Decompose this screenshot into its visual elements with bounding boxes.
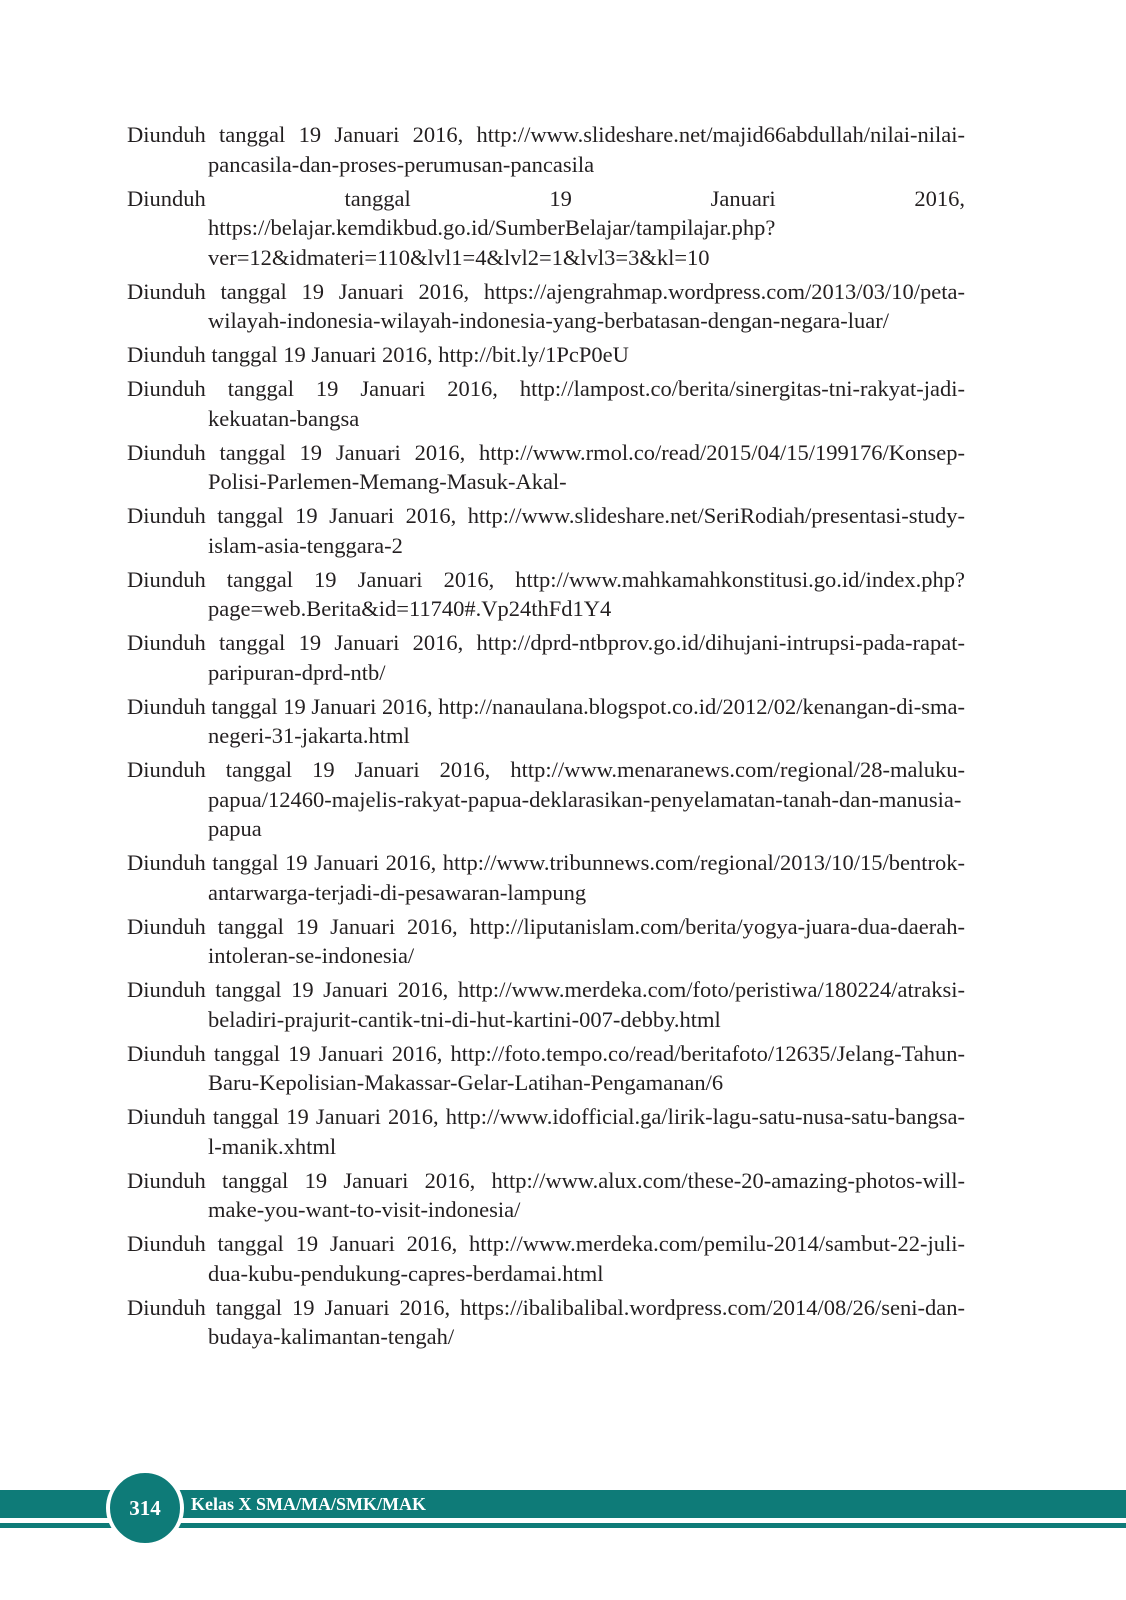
reference-item: Diunduh tanggal 19 Januari 2016, https://ajengrahmap.wordpress.com/2013/03/10/peta-wilayah-indonesia-wilayah-indonesia-yang-berbatasan-dengan-negara-luar/ [127, 278, 965, 333]
reference-item: Diunduh tanggal 19 Januari 2016, http://nanaulana.blogspot.co.id/2012/02/kenangan-di-sma-negeri-31-jakarta.html [127, 693, 965, 748]
book-title: Kelas X SMA/MA/SMK/MAK [191, 1494, 426, 1514]
reference-item: Diunduh tanggal 19 Januari 2016, http://www.slideshare.net/majid66abdullah/nilai-nilai-pancasila-dan-proses-perumusan-pancasila [127, 122, 965, 177]
reference-item: Diunduh tanggal 19 Januari 2016, https://belajar.kemdikbud.go.id/SumberBelajar/tampilajar.php?ver=12&idmateri=110&lvl1=4&lvl2=1&lvl3=3&kl=10 [127, 185, 965, 270]
reference-item: Diunduh tanggal 19 Januari 2016, http://lampost.co/berita/sinergitas-tni-rakyat-jadi-kekuatan-bangsa [127, 376, 965, 431]
reference-item: Diunduh tanggal 19 Januari 2016, http://www.rmol.co/read/2015/04/15/199176/Konsep-Polisi-Parlemen-Memang-Masuk-Akal- [127, 439, 965, 494]
reference-list [127, 120, 965, 1356]
reference-item: Diunduh tanggal 19 Januari 2016, http://liputanislam.com/berita/yogya-juara-dua-daerah-intoleran-se-indonesia/ [127, 913, 965, 968]
reference-item: Diunduh tanggal 19 Januari 2016, http://www.idofficial.ga/lirik-lagu-satu-nusa-satu-bangsa-l-manik.xhtml [127, 1104, 965, 1159]
page-number: 314 [129, 1495, 161, 1520]
reference-item: Diunduh tanggal 19 Januari 2016, https://ibalibalibal.wordpress.com/2014/08/26/seni-dan-budaya-kalimantan-tengah/ [127, 1294, 965, 1349]
reference-item: Diunduh tanggal 19 Januari 2016, http://www.merdeka.com/pemilu-2014/sambut-22-juli-dua-kubu-pendukung-capres-berdamai.html [127, 1231, 965, 1286]
reference-item: Diunduh tanggal 19 Januari 2016, http://www.menaranews.com/regional/28-maluku-papua/12460-majelis-rakyat-papua-deklarasikan-penyelamatan-tanah-dan-manusia-papua [127, 757, 965, 841]
reference-item: Diunduh tanggal 19 Januari 2016, http://www.tribunnews.com/regional/2013/10/15/bentrok-antarwarga-terjadi-di-pesawaran-lampung [127, 850, 965, 905]
page-number-badge [106, 1469, 184, 1547]
reference-item: Diunduh tanggal 19 Januari 2016, http://dprd-ntbprov.go.id/dihujani-intrupsi-pada-rapat-paripuran-dprd-ntb/ [127, 630, 965, 685]
reference-item: Diunduh tanggal 19 Januari 2016, http://foto.tempo.co/read/beritafoto/12635/Jelang-Tahun-Baru-Kepolisian-Makassar-Gelar-Latihan-Pengamanan/6 [127, 1040, 965, 1095]
reference-item: Diunduh tanggal 19 Januari 2016, http://www.slideshare.net/SeriRodiah/presentasi-study-islam-asia-tenggara-2 [127, 503, 965, 558]
reference-item: Diunduh tanggal 19 Januari 2016, http://www.alux.com/these-20-amazing-photos-will-make-you-want-to-visit-indonesia/ [127, 1167, 965, 1222]
reference-item: Diunduh tanggal 19 Januari 2016, http://www.merdeka.com/foto/peristiwa/180224/atraksi-beladiri-prajurit-cantik-tni-di-hut-kartini-007-debby.html [127, 977, 965, 1032]
reference-item: Diunduh tanggal 19 Januari 2016, http://bit.ly/1PcP0eU [127, 342, 629, 367]
reference-item: Diunduh tanggal 19 Januari 2016, http://www.mahkamahkonstitusi.go.id/index.php?page=web.Berita&id=11740#.Vp24thFd1Y4 [127, 566, 965, 621]
